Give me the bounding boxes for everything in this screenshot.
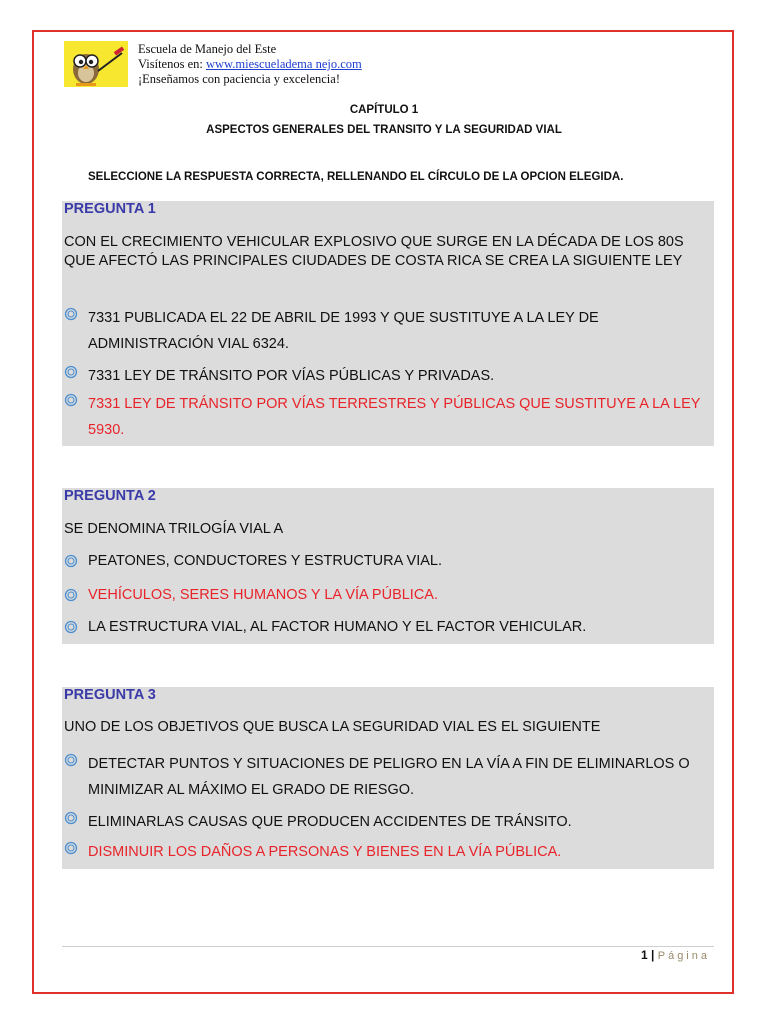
chapter-title: ASPECTOS GENERALES DEL TRANSITO Y LA SEGURIDAD VIAL [206,124,562,136]
visit-line [138,57,362,72]
option-2a[interactable] [64,552,710,570]
option-text-correct: VEHÍCULOS, SERES HUMANOS Y LA VÍA PÚBLICA. [88,587,439,603]
option-text: 7331 PUBLICADA EL 22 DE ABRIL DE 1993 Y QUE SUSTITUYE A LA LEY DE ADMINISTRACIÓN VIAL 6324. [88,310,599,352]
option-text: LA ESTRUCTURA VIAL, AL FACTOR HUMANO Y EL FACTOR VEHICULAR. [88,619,587,635]
page-word: Página [657,950,710,962]
option-1b[interactable] [64,363,710,389]
option-text: PEATONES, CONDUCTORES Y ESTRUCTURA VIAL. [88,553,442,569]
option-text-correct: 7331 LEY DE TRÁNSITO POR VÍAS TERRESTRES Y PÚBLICAS QUE SUSTITUYE A LA LEY 5930. [88,396,701,438]
question-label: PREGUNTA 1 [64,201,156,217]
owl-teacher-logo [64,41,128,87]
radio-circle-icon[interactable] [64,305,88,357]
radio-circle-icon[interactable] [64,751,88,803]
question-text: SE DENOMINA TRILOGÍA VIAL A [64,521,284,537]
footer-divider [62,946,714,947]
radio-circle-icon[interactable] [64,586,88,604]
question-label: PREGUNTA 3 [64,687,156,703]
radio-circle-icon[interactable] [64,839,88,865]
page-number [641,948,710,962]
school-slogan: ¡Enseñamos con paciencia y excelencia! [138,72,340,86]
option-3b[interactable] [64,809,710,835]
option-text-correct: DISMINUIR LOS DAÑOS A PERSONAS Y BIENES EN LA VÍA PÚBLICA. [88,844,562,860]
instructions: SELECCIONE LA RESPUESTA CORRECTA, RELLENANDO EL CÍRCULO DE LA OPCION ELEGIDA. [88,171,624,183]
option-1a[interactable] [64,305,710,357]
option-2c[interactable] [64,618,710,636]
option-text: ELIMINARLAS CAUSAS QUE PRODUCEN ACCIDENTES DE TRÁNSITO. [88,814,572,830]
option-1c[interactable] [64,391,710,443]
radio-circle-icon[interactable] [64,391,88,443]
option-2b[interactable] [64,586,710,604]
question-2 [62,488,714,644]
option-text: 7331 LEY DE TRÁNSITO POR VÍAS PÚBLICAS Y PRIVADAS. [88,368,495,384]
question-1 [62,201,714,446]
page-separator: | [651,948,655,962]
question-text: CON EL CRECIMIENTO VEHICULAR EXPLOSIVO QUE SURGE EN LA DÉCADA DE LOS 80S QUE AFECTÓ LAS PRINCIPALES CIUDADES DE COSTA RICA SE CREA LA SIGUIENTE LEY [64,234,684,269]
page-number-value: 1 [641,948,648,962]
chapter-number: CAPÍTULO 1 [349,104,419,116]
question-label: PREGUNTA 2 [64,488,156,504]
radio-circle-icon[interactable] [64,618,88,636]
question-text: UNO DE LOS OBJETIVOS QUE BUSCA LA SEGURIDAD VIAL ES EL SIGUIENTE [64,719,601,735]
school-header [138,42,362,87]
radio-circle-icon[interactable] [64,809,88,835]
school-name: Escuela de Manejo del Este [138,42,277,56]
option-text: DETECTAR PUNTOS Y SITUACIONES DE PELIGRO EN LA VÍA A FIN DE ELIMINARLOS O MINIMIZAR AL MÁXIMO EL GRADO DE RIESGO. [88,756,690,798]
option-3a[interactable] [64,751,710,803]
visit-prefix: Visítenos en: [138,57,203,71]
school-website-link[interactable]: www.miescueladema nejo.com [206,57,362,71]
option-3c[interactable] [64,839,710,865]
question-3 [62,687,714,869]
radio-circle-icon[interactable] [64,363,88,389]
radio-circle-icon[interactable] [64,552,88,570]
